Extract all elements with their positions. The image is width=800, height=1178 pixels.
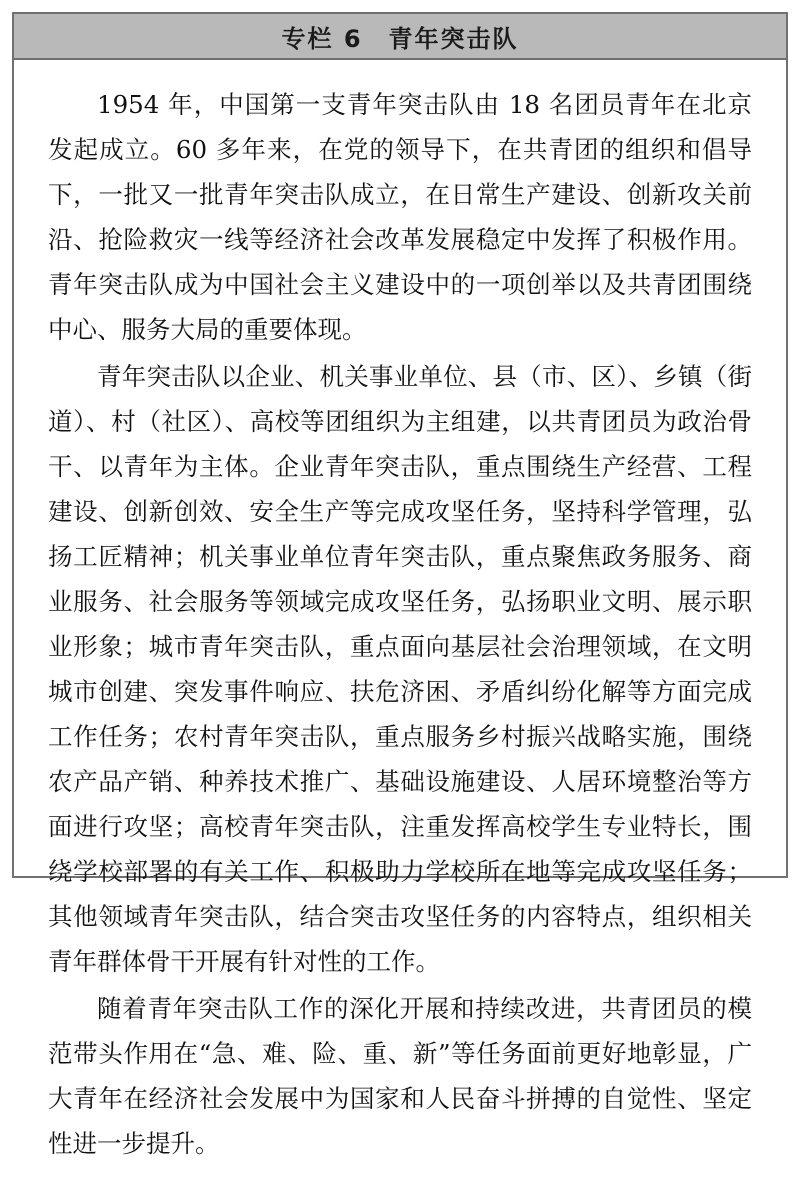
callout-box [12,12,788,1158]
paragraph: 青年突击队以企业、机关事业单位、县（市、区）、乡镇（街道）、村（社区）、高校等团组织为主组建，以共青团员为政治骨干、以青年为主体。企业青年突击队，重点围绕生产经营、工程建设、创新创效、安全生产等完成攻坚任务，坚持科学管理，弘扬工匠精神；机关事业单位青年突击队，重点聚焦政务服务、商业服务、社会服务等领域完成攻坚任务，弘扬职业文明、展示职业形象；城市青年突击队，重点面向基层社会治理领域，在文明城市创建、突发事件响应、扶危济困、矛盾纠纷化解等方面完成工作任务；农村青年突击队，重点服务乡村振兴战略实施，围绕农产品产销、种养技术推广、基础设施建设、人居环境整治等方面进行攻坚；高校青年突击队，注重发挥高校学生专业特长，围绕学校部署的有关工作、积极助力学校所在地等完成攻坚任务；其他领域青年突击队，结合突击攻坚任务的内容特点，组织相关青年群体骨干开展有针对性的工作。 [48,362,752,976]
page-title: 专栏 6 青年突击队 [281,24,519,53]
paragraph: 随着青年突击队工作的深化开展和持续改进，共青团员的模范带头作用在“急、难、险、重、新”等任务面前更好地彰显，广大青年在经济社会发展中为国家和人民奋斗拼搏的自觉性、坚定性进一步提升。 [48,994,752,1158]
callout-title-bar [14,14,786,60]
paragraph: 1954 年，中国第一支青年突击队由 18 名团员青年在北京发起成立。60 多年来，在党的领导下，在共青团的组织和倡导下，一批又一批青年突击队成立，在日常生产建设、创新攻关前沿、抢险救灾一线等经济社会改革发展稳定中发挥了积极作用。青年突击队成为中国社会主义建设中的一项创举以及共青团围绕中心、服务大局的重要体现。 [48,90,752,344]
callout-body [14,60,786,1178]
